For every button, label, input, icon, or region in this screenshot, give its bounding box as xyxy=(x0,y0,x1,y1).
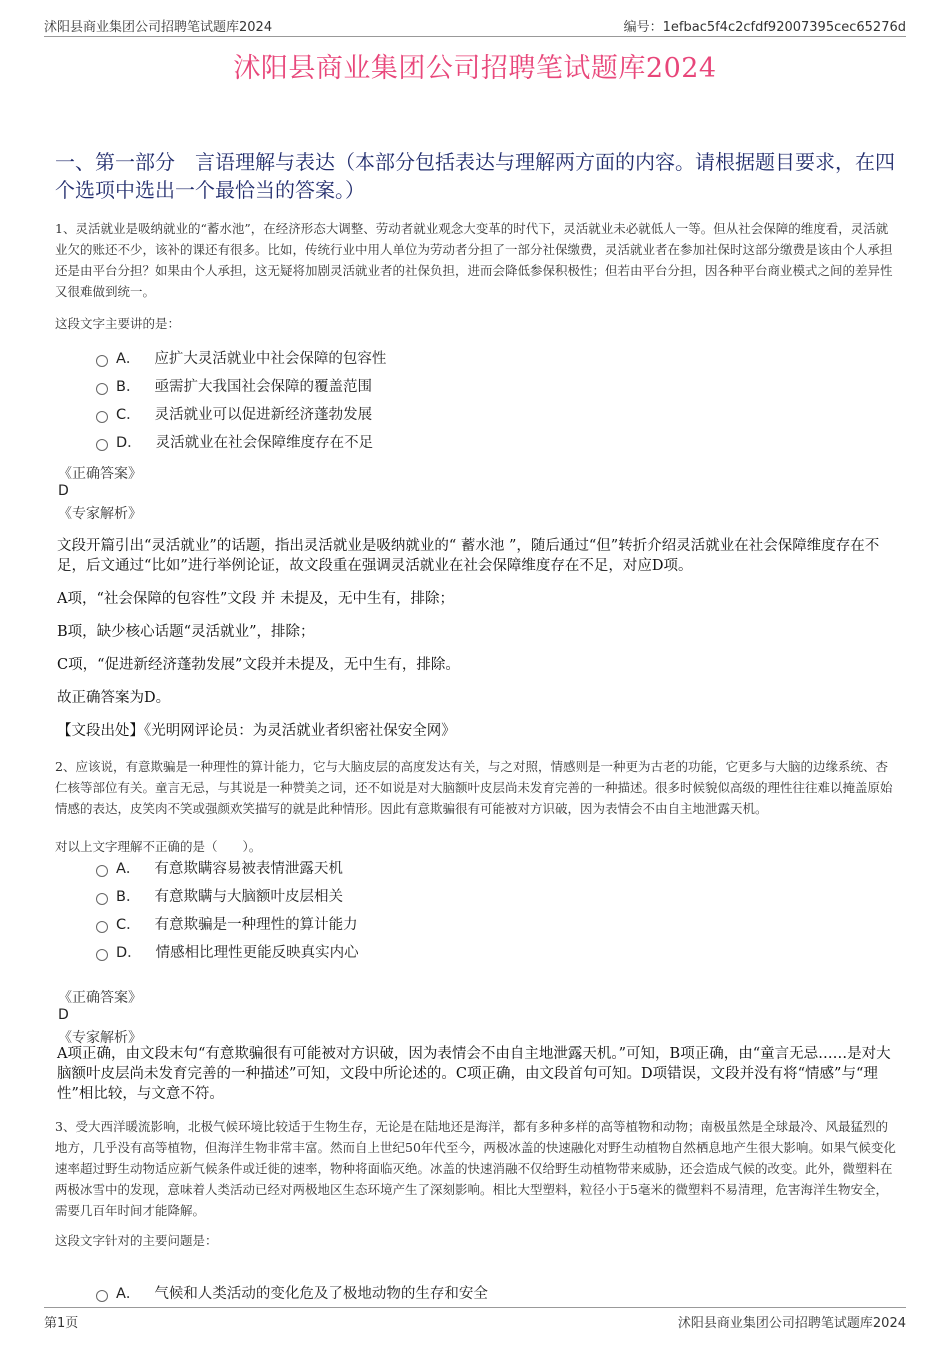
q2-option-a[interactable]: A． 有意欺瞒容易被表情泄露天机 xyxy=(96,855,359,883)
q2-question: 对以上文字理解不正确的是（ ）。 xyxy=(55,839,262,854)
q2-analysis: A项正确，由文段末句“有意欺骗很有可能被对方识破，因为表情会不由自主地泄露天机。”可知，B项正确，由“童言无忌……是对大脑额叶皮层尚未发育完善的一种描述”可知，文段中所论述的。C项正确，由文段首句可知。D项错误，文段并没有将“情感”与“理性”相比较，与文意不符。 xyxy=(57,1046,891,1102)
q1-options xyxy=(96,345,386,457)
radio-icon[interactable] xyxy=(96,411,108,423)
q2-options xyxy=(96,855,359,967)
radio-icon[interactable] xyxy=(96,893,108,905)
q1-analysis-2: A项，“社会保障的包容性”文段 并 未提及，无中生有，排除； xyxy=(57,591,455,607)
q2-answer: D xyxy=(58,1007,69,1023)
q1-analysis-3: B项，缺少核心话题“灵活就业”，排除； xyxy=(57,624,315,640)
radio-icon[interactable] xyxy=(96,383,108,395)
page-header xyxy=(44,14,906,34)
q3-stem: 3、受大西洋暖流影响，北极气候环境比较适于生物生存，无论是在陆地还是海洋，都有多种多样的高等植物和动物；南极虽然是全球最冷、风最猛烈的地方，几乎没有高等植物，但海洋生物非常丰富。然而自上世纪50年代至今，两极冰盖的快速融化对野生动植物自然栖息地产生很大影响。如果气候变化速率超过野生动物适应新气候条件或迁徙的速率，物种将面临灭绝。冰盖的快速消融不仅给野生动植物带来威胁，还会造成气候的改变。此外，微塑料在两极冰雪中的发现，意味着人类活动已经对两极地区生态环境产生了深刻影响。相比大型塑料，粒径小于5毫米的微塑料不易清理，危害海洋生物安全，需要几百年时间才能降解。 xyxy=(55,1119,896,1218)
q1-option-c[interactable]: C． 灵活就业可以促进新经济蓬勃发展 xyxy=(96,401,386,429)
q1-source: 【文段出处】《光明网评论员：为灵活就业者织密社保安全网》 xyxy=(57,723,456,739)
q1-question: 这段文字主要讲的是： xyxy=(55,316,181,331)
header-doc-title: 沭阳县商业集团公司招聘笔试题库2024 xyxy=(44,20,273,35)
radio-icon[interactable] xyxy=(96,355,108,367)
radio-icon[interactable] xyxy=(96,865,108,877)
header-rule xyxy=(44,36,906,37)
q1-analysis-4: C项，“促进新经济蓬勃发展”文段并未提及，无中生有，排除。 xyxy=(57,657,460,673)
page-title: 沭阳县商业集团公司招聘笔试题库2024 xyxy=(233,53,717,84)
section-heading: 一、第一部分 言语理解与表达（本部分包括表达与理解两方面的内容。请根据题目要求，在四个选项中选出一个最恰当的答案。） xyxy=(55,150,895,202)
q2-option-c[interactable]: C． 有意欺骗是一种理性的算计能力 xyxy=(96,911,359,939)
q3-question: 这段文字针对的主要问题是： xyxy=(55,1233,218,1248)
header-doc-id: 编号：1efbac5f4c2cfdf92007395cec65276d xyxy=(623,20,906,35)
q1-option-a[interactable]: A． 应扩大灵活就业中社会保障的包容性 xyxy=(96,345,386,373)
q2-answer-label: 《正确答案》 xyxy=(58,990,142,1006)
radio-icon[interactable] xyxy=(96,1290,108,1302)
q2-analysis-label: 《专家解析》 xyxy=(58,1030,142,1046)
page-number: 第1页 xyxy=(44,1316,79,1331)
q1-analysis-1: 文段开篇引出“灵活就业”的话题，指出灵活就业是吸纳就业的“ 蓄水池 ”，随后通过“但”转折介绍灵活就业在社会保障维度存在不足，后文通过“比如”进行举例论证，故文段重在强调灵活就业在社会保障维度存在不足，对应D项。 xyxy=(57,538,880,574)
q2-stem: 2、应该说，有意欺骗是一种理性的算计能力，它与大脑皮层的高度发达有关，与之对照，情感则是一种更为古老的功能，它更多与大脑的边缘系统、杏仁核等部位有关。童言无忌，与其说是一种赞美之词，还不如说是对大脑额叶皮层尚未发育完善的一种描述。很多时候貌似高级的理性往往难以掩盖原始情感的表达，皮笑肉不笑或强颜欢笑描写的就是此种情形。因此有意欺骗很有可能被对方识破，因为表情会不由自主地泄露天机。 xyxy=(55,759,893,816)
q1-option-b[interactable]: B． 亟需扩大我国社会保障的覆盖范围 xyxy=(96,373,386,401)
radio-icon[interactable] xyxy=(96,949,108,961)
q1-analysis-label: 《专家解析》 xyxy=(58,506,142,522)
q1-answer: D xyxy=(58,483,69,499)
q2-option-d[interactable]: D． 情感相比理性更能反映真实内心 xyxy=(96,939,359,967)
q3-options xyxy=(96,1280,488,1308)
footer-rule xyxy=(44,1307,906,1308)
q1-option-d[interactable]: D． 灵活就业在社会保障维度存在不足 xyxy=(96,429,386,457)
footer-doc-title: 沭阳县商业集团公司招聘笔试题库2024 xyxy=(677,1316,906,1331)
q2-option-b[interactable]: B． 有意欺瞒与大脑额叶皮层相关 xyxy=(96,883,359,911)
radio-icon[interactable] xyxy=(96,439,108,451)
q1-analysis-5: 故正确答案为D。 xyxy=(57,690,171,706)
q1-answer-label: 《正确答案》 xyxy=(58,466,142,482)
q3-option-a[interactable]: A． 气候和人类活动的变化危及了极地动物的生存和安全 xyxy=(96,1280,488,1308)
radio-icon[interactable] xyxy=(96,921,108,933)
q1-stem: 1、灵活就业是吸纳就业的“蓄水池”，在经济形态大调整、劳动者就业观念大变革的时代下，灵活就业未必就低人一等。但从社会保障的维度看，灵活就业欠的账还不少，该补的课还有很多。比如，传统行业中用人单位为劳动者分担了一部分社保缴费，灵活就业者在参加社保时这部分缴费是该由个人承担还是由平台分担？如果由个人承担，这无疑将加剧灵活就业者的社保负担，进而会降低参保积极性；但若由平台分担，因各种平台商业模式之间的差异性又很难做到统一。 xyxy=(55,221,893,299)
